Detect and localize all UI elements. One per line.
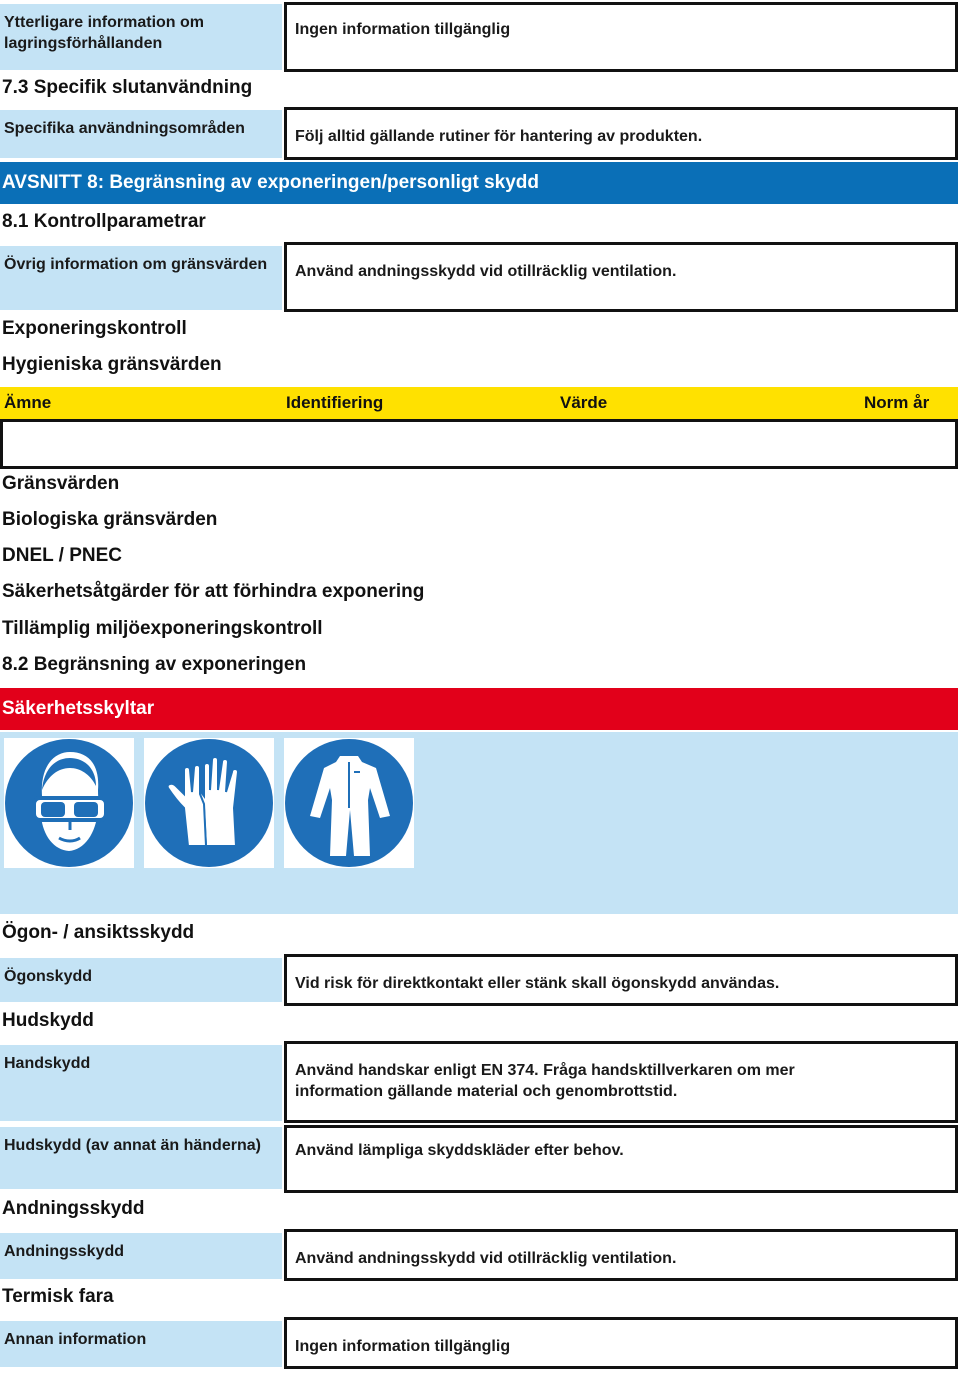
safety-signs-header: Säkerhetsskyltar	[0, 688, 958, 730]
bio-limits-heading: Biologiska gränsvärden	[2, 509, 218, 530]
storage-info-value: Ingen information tillgänglig	[284, 2, 958, 72]
env-control-heading: Tillämplig miljöexponeringskontroll	[2, 618, 323, 639]
section-8-1-title: 8.1 Kontrollparametrar	[2, 211, 206, 232]
specific-uses-label: Specifika användningsområden	[0, 110, 282, 158]
limits-info-value: Använd andningsskydd vid otillräcklig ventilation.	[284, 242, 958, 312]
section-8-2-title: 8.2 Begränsning av exponeringen	[2, 654, 307, 675]
protective-gloves-sign	[144, 738, 274, 868]
other-info-label: Annan information	[0, 1321, 282, 1367]
respiratory-heading: Andningsskydd	[2, 1198, 145, 1219]
limit-values-heading: Gränsvärden	[2, 473, 120, 494]
respiratory-value: Använd andningsskydd vid otillräcklig ventilation.	[284, 1229, 958, 1281]
protective-suit-icon	[284, 738, 414, 868]
other-info-value: Ingen information tillgänglig	[284, 1317, 958, 1369]
safety-signs-panel	[0, 732, 958, 914]
hygienic-limits-empty-row	[0, 419, 958, 469]
hygienic-limits-heading: Hygieniska gränsvärden	[2, 354, 222, 375]
col-substance: Ämne	[4, 393, 52, 412]
safety-measures-heading: Säkerhetsåtgärder för att förhindra exponering	[2, 581, 425, 602]
protective-gloves-icon	[144, 738, 274, 868]
col-identification: Identifiering	[286, 393, 384, 412]
col-norm-year: Norm år	[864, 393, 930, 412]
protective-suit-sign	[284, 738, 414, 868]
thermal-hazard-heading: Termisk fara	[2, 1286, 114, 1307]
respiratory-label: Andningsskydd	[0, 1233, 282, 1279]
hand-protection-value: Använd handskar enligt EN 374. Fråga handsktillverkaren om mer information gällande material och genombrottstid.	[284, 1041, 958, 1123]
eye-protection-value: Vid risk för direktkontakt eller stänk skall ögonskydd användas.	[284, 954, 958, 1006]
safety-goggles-sign	[4, 738, 134, 868]
section-7-3-title: 7.3 Specifik slutanvändning	[2, 77, 253, 98]
specific-uses-value: Följ alltid gällande rutiner för hantering av produkten.	[284, 107, 958, 160]
skin-protection-heading: Hudskydd	[2, 1010, 94, 1031]
safety-goggles-icon	[4, 738, 134, 868]
exposure-control-heading: Exponeringskontroll	[2, 318, 187, 339]
hand-protection-label: Handskydd	[0, 1045, 282, 1121]
hygienic-limits-table-header	[0, 387, 958, 419]
col-value: Värde	[560, 393, 608, 412]
section-8-header: AVSNITT 8: Begränsning av exponeringen/personligt skydd	[0, 162, 958, 204]
body-protection-label: Hudskydd (av annat än händerna)	[0, 1127, 282, 1189]
eye-protection-label: Ögonskydd	[0, 958, 282, 1002]
storage-info-label: Ytterligare information om lagringsförhållanden	[0, 4, 282, 70]
limits-info-label: Övrig information om gränsvärden	[0, 246, 282, 310]
body-protection-value: Använd lämpliga skyddskläder efter behov.	[284, 1125, 958, 1193]
eye-face-heading: Ögon- / ansiktsskydd	[2, 922, 195, 943]
dnel-pnec-heading: DNEL / PNEC	[2, 545, 123, 566]
